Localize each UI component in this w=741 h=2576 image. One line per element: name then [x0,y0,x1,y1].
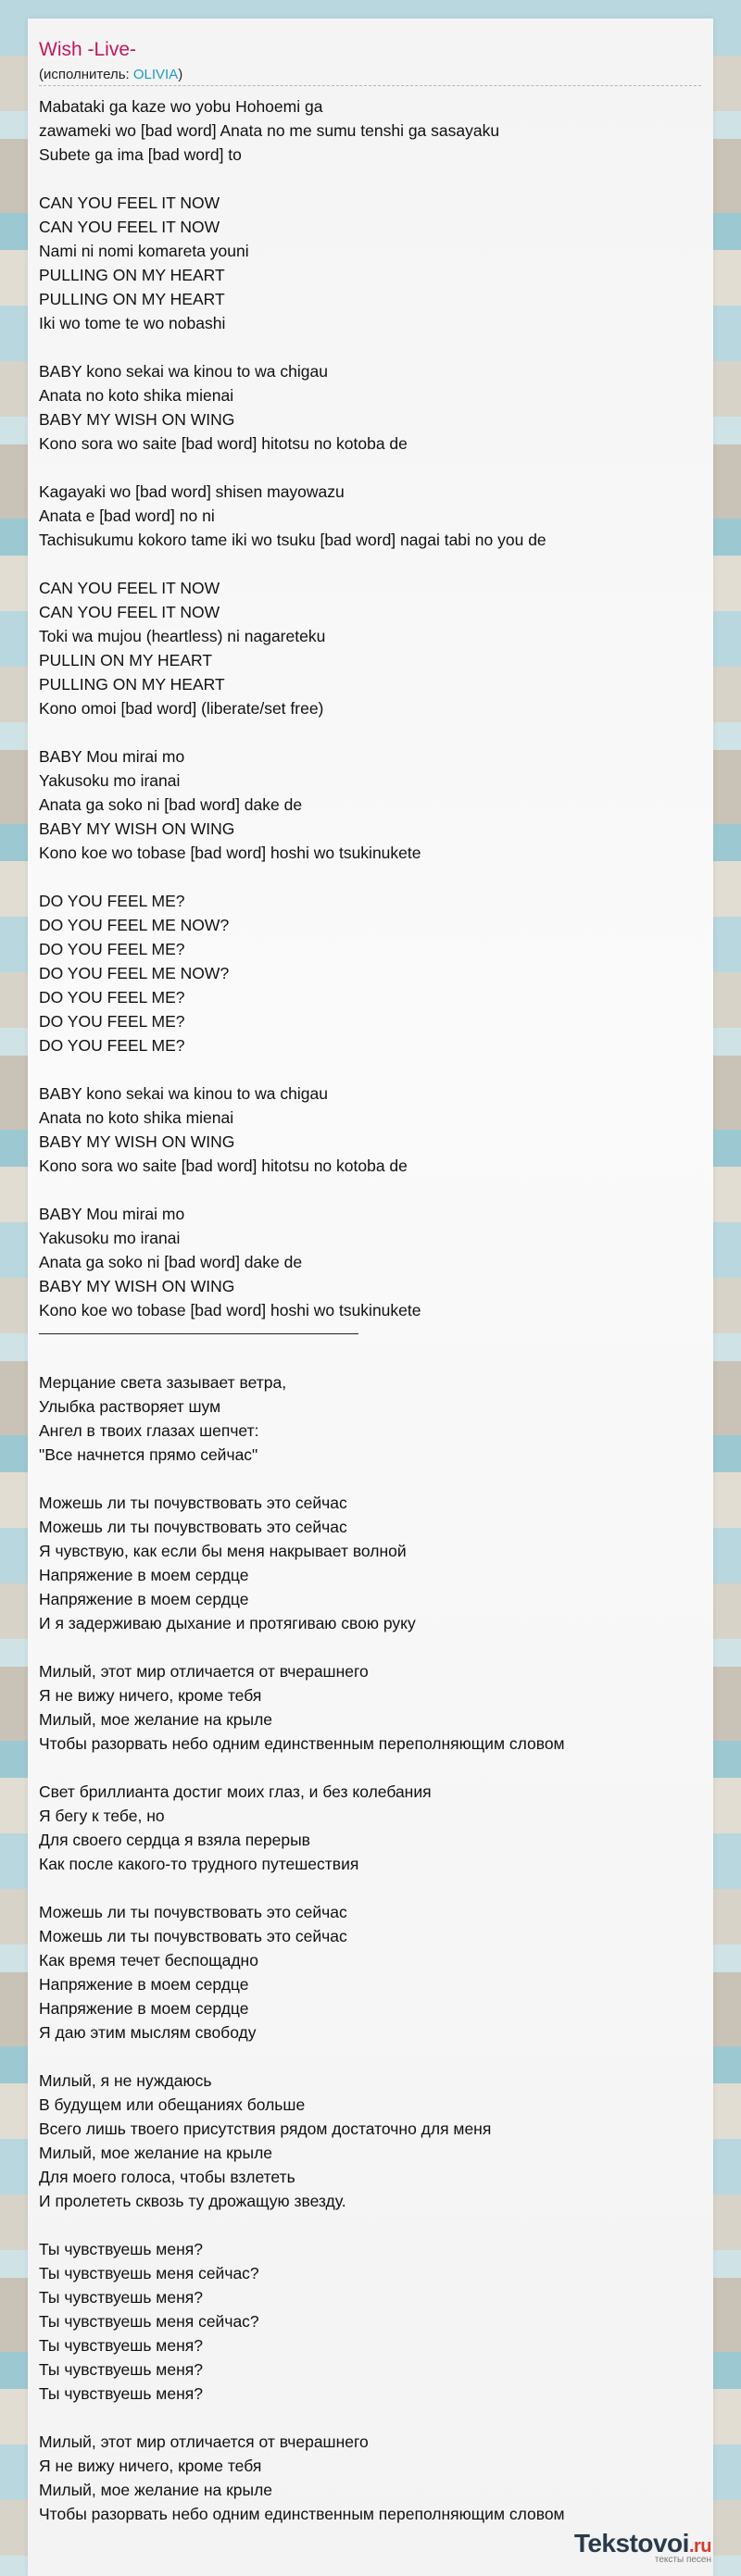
lyric-spacer [39,1876,706,1900]
lyric-line: Mabataki ga kaze wo yobu Hohoemi ga [39,97,323,116]
logo-tagline: тексты песен [654,2555,711,2565]
lyric-line: Kono sora wo saite [bad word] hitotsu no kotoba de [39,1157,408,1175]
performer-suffix: ) [178,67,183,82]
artist-link[interactable]: OLIVIA [132,67,179,82]
lyric-line: Iki wo tome te wo nobashi [39,314,226,332]
lyric-line: Я даю этим мыслям свободу [39,2023,257,2042]
lyric-line: Ты чувствуешь меня сейчас? [39,2264,259,2282]
logo-name: Tekstovoi [573,2529,689,2557]
lyric-line: PULLING ON MY HEART [39,266,225,284]
lyric-line: Nami ni nomi komareta youni [39,242,249,260]
lyric-line: BABY MY WISH ON WING [39,410,235,429]
lyric-line: Улыбка растворяет шум [39,1397,221,1416]
lyric-line: Всего лишь твоего присутствия рядом достаточно для меня [39,2120,492,2138]
lyric-line: BABY MY WISH ON WING [39,819,235,838]
lyric-line: Ангел в твоих глазах шепчет: [39,1421,259,1440]
lyric-line: Tachisukumu kokoro tame iki wo tsuku [bad word] nagai tabi no you de [39,531,546,549]
lyric-line: Ты чувствуешь меня? [39,2336,203,2355]
lyric-line: CAN YOU FEEL IT NOW [39,194,220,212]
lyric-line: Ты чувствуешь меня? [39,2360,203,2379]
lyric-line: Милый, этот мир отличается от вчерашнего [39,2432,369,2451]
lyric-line: BABY Mou mirai mo [39,1205,185,1223]
lyric-line: Как после какого-то трудного путешествия [39,1855,359,1873]
lyric-line: BABY Mou mirai mo [39,747,185,766]
lyric-line: Yakusoku mo iranai [39,1229,181,1247]
lyric-line: Напряжение в моем сердце [39,1975,249,1994]
lyric-spacer [39,1178,706,1202]
lyric-line: Anata ga soko ni [bad word] dake de [39,1253,303,1271]
lyric-line: Я чувствую, как если бы меня накрывает волной [39,1542,407,1560]
lyric-line: И пролететь сквозь ту дрожащую звезду. [39,2192,346,2210]
lyric-line: PULLING ON MY HEART [39,290,225,308]
lyric-line: Свет бриллианта достиг моих глаз, и без колебания [39,1782,432,1801]
lyric-line: Anata no koto shika mienai [39,386,234,405]
header-divider [39,85,701,86]
lyric-line: DO YOU FEEL ME NOW? [39,916,230,934]
lyric-line: Чтобы разорвать небо одним единственным переполняющим словом [39,1734,565,1753]
lyric-spacer [39,2406,706,2430]
lyric-line: DO YOU FEEL ME? [39,988,185,1007]
lyric-line: Напряжение в моем сердце [39,1566,249,1584]
lyric-line: "Все начнется прямо сейчас" [39,1445,258,1464]
lyric-line: Можешь ли ты почувствовать это сейчас [39,1518,347,1536]
lyric-line: Чтобы разорвать небо одним единственным переполняющим словом [39,2505,565,2523]
lyric-line: Ты чувствуешь меня сейчас? [39,2312,259,2331]
lyric-line: Kagayaki wo [bad word] shisen mayowazu [39,482,345,501]
lyric-spacer [39,1057,706,1082]
performer-prefix: (исполнитель: [39,67,133,82]
translation-divider [39,1322,706,1346]
lyric-spacer [39,1346,706,1370]
performer-line [39,67,182,82]
lyric-line: Kono omoi [bad word] (liberate/set free) [39,699,324,718]
lyric-line: Можешь ли ты почувствовать это сейчас [39,1903,347,1921]
lyric-spacer [39,2213,706,2237]
lyric-line: Мерцание света зазывает ветра, [39,1373,287,1392]
lyric-spacer [39,720,706,744]
lyric-line: Anata no koto shika mienai [39,1108,234,1127]
lyric-line: CAN YOU FEEL IT NOW [39,579,220,597]
lyric-spacer [39,865,706,889]
lyric-line: Я не вижу ничего, кроме тебя [39,2457,262,2475]
lyric-line: DO YOU FEEL ME? [39,1036,185,1055]
lyric-line: Anata ga soko ni [bad word] dake de [39,795,303,814]
lyric-line: DO YOU FEEL ME? [39,892,185,910]
site-logo[interactable] [574,2529,711,2565]
lyric-line: Милый, мое желание на крыле [39,2144,273,2162]
lyric-line: Милый, этот мир отличается от вчерашнего [39,1662,369,1681]
lyric-line: DO YOU FEEL ME NOW? [39,964,230,982]
lyric-line: DO YOU FEEL ME? [39,940,185,958]
lyric-spacer [39,1467,706,1491]
lyric-line: PULLIN ON MY HEART [39,651,213,669]
lyric-spacer [39,1635,706,1659]
lyric-line: Ты чувствуешь меня? [39,2384,203,2403]
lyric-line: Kono koe wo tobase [bad word] hoshi wo tsukinukete [39,844,421,862]
lyric-line: Kono koe wo tobase [bad word] hoshi wo tsukinukete [39,1301,421,1319]
lyric-line: Можешь ли ты почувствовать это сейчас [39,1494,347,1512]
lyric-line: Милый, мое желание на крыле [39,1710,273,1729]
logo-tld: .ru [688,2536,711,2557]
lyric-spacer [39,456,706,480]
lyric-line: В будущем или обещаниях больше [39,2095,306,2114]
lyric-line: Yakusoku mo iranai [39,771,181,790]
lyric-spacer [39,167,706,191]
lyric-line: DO YOU FEEL ME? [39,1012,185,1031]
lyric-line: Kono sora wo saite [bad word] hitotsu no kotoba de [39,434,408,453]
lyric-line: BABY MY WISH ON WING [39,1277,235,1295]
lyric-line: Anata e [bad word] no ni [39,506,215,525]
lyric-spacer [39,335,706,359]
lyric-line: CAN YOU FEEL IT NOW [39,603,220,621]
lyric-line: Для моего голоса, чтобы взлететь [39,2168,295,2186]
lyrics-card [28,19,713,2576]
lyrics-text [39,94,706,2526]
lyric-line: zawameki wo [bad word] Anata no me sumu tenshi ga sasayaku [39,121,500,140]
song-title: Wish -Live- [39,39,137,60]
lyric-line: BABY kono sekai wa kinou to wa chigau [39,1084,328,1103]
lyric-line: Милый, мое желание на крыле [39,2481,273,2499]
lyric-line: Toki wa mujou (heartless) ni nagareteku [39,627,326,645]
lyric-line: BABY kono sekai wa kinou to wa chigau [39,362,328,381]
lyric-line: Ты чувствуешь меня? [39,2240,203,2258]
lyric-line: Милый, я не нуждаюсь [39,2071,212,2090]
lyric-line: Напряжение в моем сердце [39,1590,249,1608]
lyric-spacer [39,1756,706,1780]
lyric-line: Можешь ли ты почувствовать это сейчас [39,1927,347,1945]
lyric-line: Для своего сердца я взяла перерыв [39,1831,310,1849]
lyric-line: PULLING ON MY HEART [39,675,225,694]
lyric-line: Я бегу к тебе, но [39,1807,165,1825]
lyric-spacer [39,552,706,576]
lyric-line: Subete ga ima [bad word] to [39,145,242,164]
lyric-spacer [39,2045,706,2069]
lyric-line: Ты чувствуешь меня? [39,2288,203,2307]
lyric-line: CAN YOU FEEL IT NOW [39,218,220,236]
lyric-line: Я не вижу ничего, кроме тебя [39,1686,262,1705]
lyric-line: BABY MY WISH ON WING [39,1132,235,1151]
lyric-line: И я задерживаю дыхание и протягиваю свою руку [39,1614,416,1632]
lyric-line: Напряжение в моем сердце [39,1999,249,2018]
lyric-line: Как время течет беспощадно [39,1951,258,1970]
